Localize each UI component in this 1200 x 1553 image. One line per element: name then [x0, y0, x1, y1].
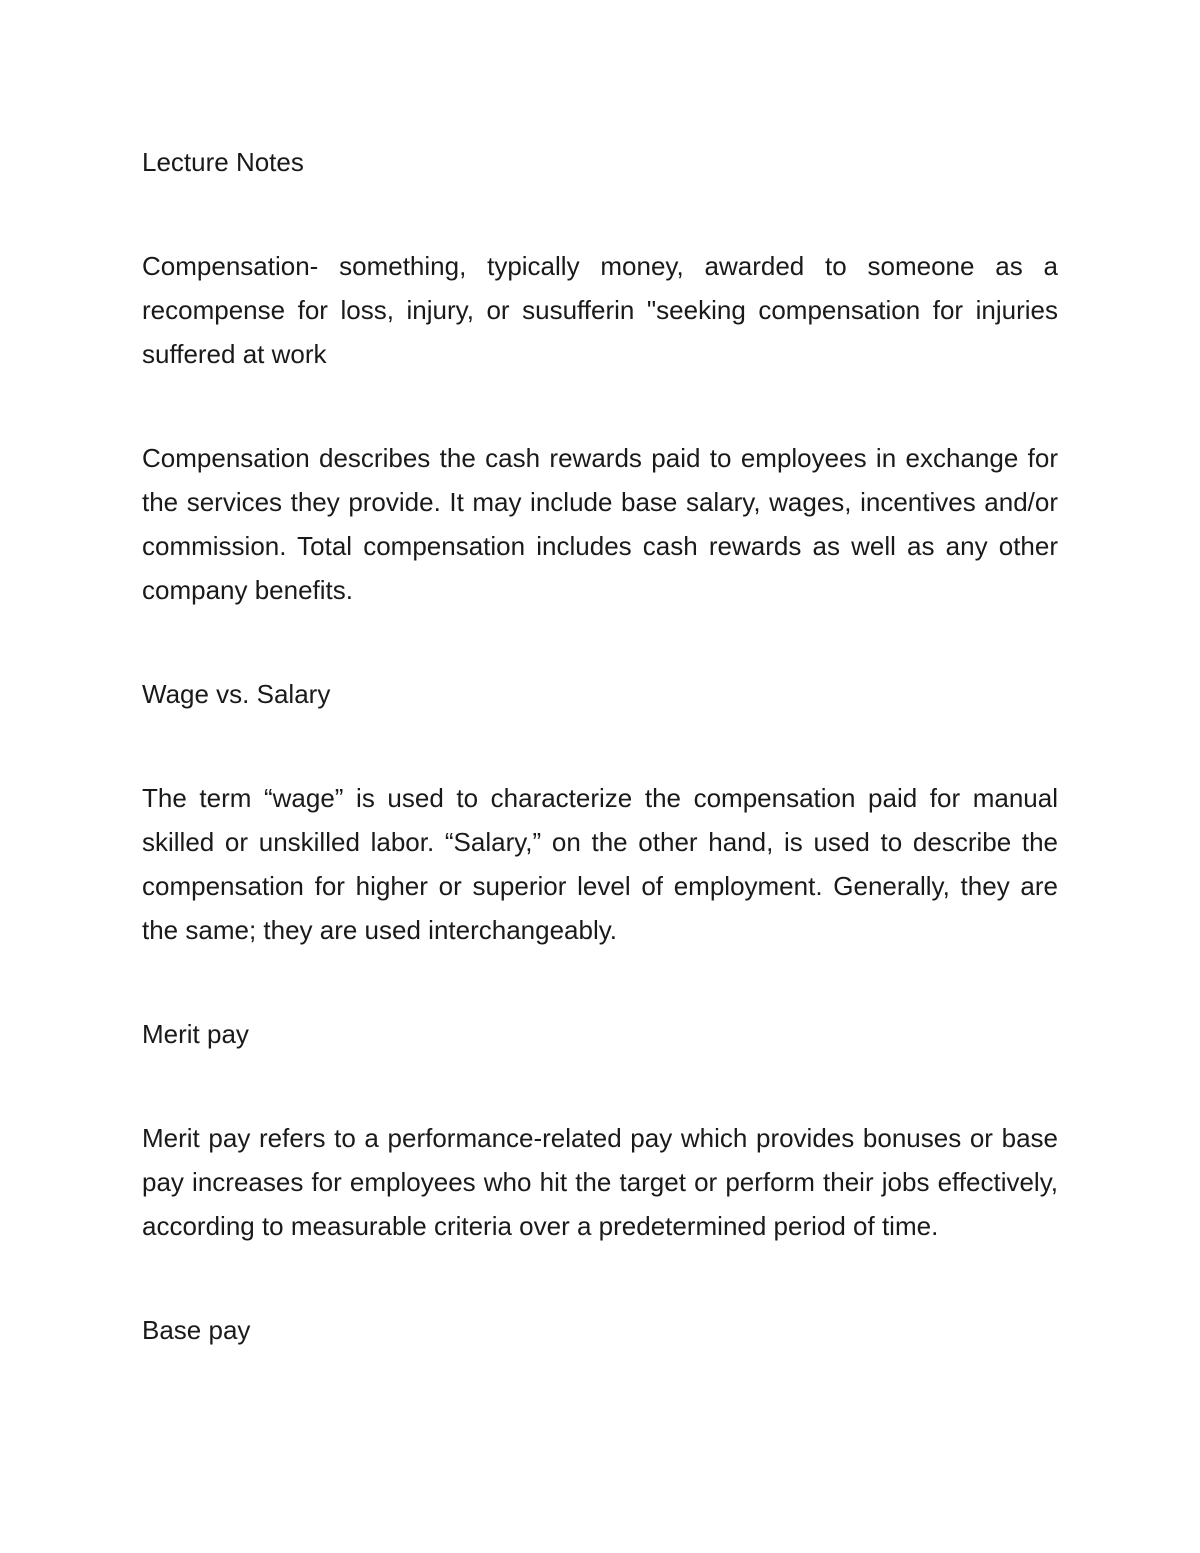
page-title: Lecture Notes	[142, 147, 304, 177]
base-pay-heading: Base pay	[142, 1315, 251, 1345]
wage-vs-salary-heading: Wage vs. Salary	[142, 679, 331, 709]
merit-pay-paragraph: Merit pay refers to a performance-related pay which provides bonuses or base pay increases for employees who hit the target or perform their jobs effectively, according to measurable criteria over a predetermined period of time.	[142, 1123, 1058, 1241]
merit-pay-heading: Merit pay	[142, 1019, 249, 1049]
document-body	[142, 140, 1058, 1412]
compensation-definition-paragraph: Compensation- something, typically money, awarded to someone as a recompense for loss, injury, or susufferin "seeking compensation for injuries suffered at work	[142, 251, 1058, 369]
wage-vs-salary-paragraph: The term “wage” is used to characterize the compensation paid for manual skilled or unskilled labor. “Salary,” on the other hand, is used to describe the compensation for higher or superior level of employment. Generally, they are the same; they are used interchangeably.	[142, 783, 1058, 945]
compensation-description-paragraph: Compensation describes the cash rewards paid to employees in exchange for the services they provide. It may include base salary, wages, incentives and/or commission. Total compensation includes cash rewards as well as any other company benefits.	[142, 443, 1058, 605]
